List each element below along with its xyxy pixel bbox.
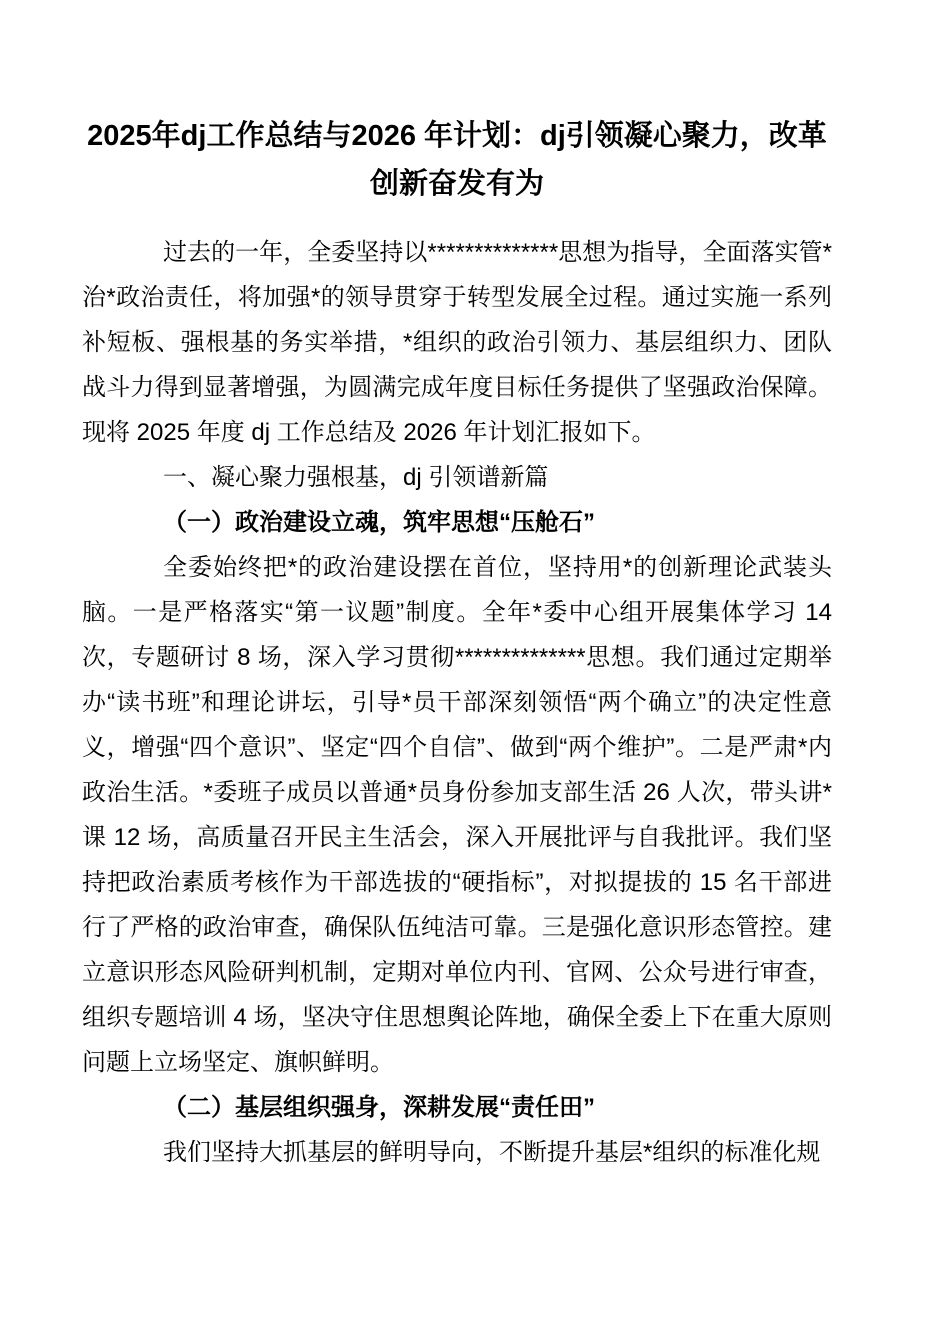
- document-title: 2025年dj工作总结与2026 年计划：dj引领凝心聚力，改革创新奋发有为: [87, 120, 827, 200]
- paragraph-intro: 过去的一年，全委坚持以**************思想为指导，全面落实管*治*政治责任，将加强*的领导贯穿于转型发展全过程。通过实施一系列补短板、强根基的务实举措，*组织的政治引领力、基层组织力、团队战斗力得到显著增强，为圆满完成年度目标任务提供了坚强政治保障。现将 2025 年度 dj 工作总结及 2026 年计划汇报如下。: [82, 239, 832, 446]
- subsection-heading-1-1: （一）政治建设立魂，筑牢思想“压舱石”: [163, 509, 595, 536]
- paragraph-grassroots: 我们坚持大抓基层的鲜明导向，不断提升基层*组织的标准化规: [163, 1139, 821, 1166]
- section-heading-1: 一、凝心聚力强根基，dj 引领谱新篇: [163, 464, 549, 491]
- subsection-heading-1-2: （二）基层组织强身，深耕发展“责任田”: [163, 1094, 595, 1121]
- paragraph-political-building: 全委始终把*的政治建设摆在首位，坚持用*的创新理论武装头脑。一是严格落实“第一议题”制度。全年*委中心组开展集体学习 14 次，专题研讨 8 场，深入学习贯彻**************思想。我们通过定期举办“读书班”和理论讲坛，引导*员干部深刻领悟“两个确立”的决定性意义，增强“四个意识”、坚定“四个自信”、做到“两个维护”。二是严肃*内政治生活。*委班子成员以普通*员身份参加支部生活 26 人次，带头讲*课 12 场，高质量召开民主生活会，深入开展批评与自我批评。我们坚持把政治素质考核作为干部选拔的“硬指标”，对拟提拔的 15 名干部进行了严格的政治审查，确保队伍纯洁可靠。三是强化意识形态管控。建立意识形态风险研判机制，定期对单位内刊、官网、公众号进行审查，组织专题培训 4 场，坚决守住思想舆论阵地，确保全委上下在重大原则问题上立场坚定、旗帜鲜明。: [82, 554, 832, 1076]
